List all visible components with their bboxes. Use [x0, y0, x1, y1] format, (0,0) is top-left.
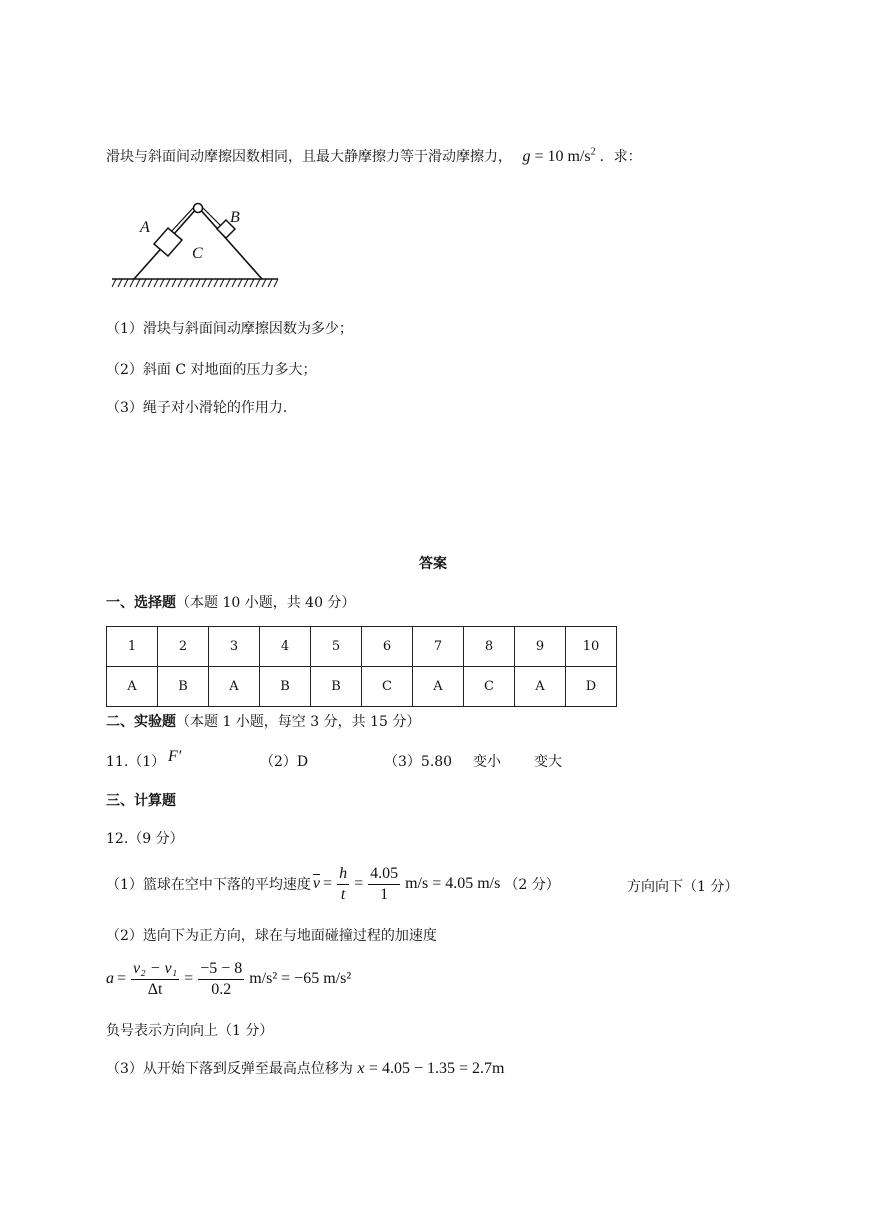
answer-choice: B	[260, 667, 311, 707]
velocity-result: m/s = 4.05 m/s	[405, 875, 501, 892]
section2-note: （本题 1 小题，每空 3 分，共 15 分）	[176, 714, 421, 730]
frac-numerator: −5 − 8	[198, 959, 244, 980]
question-3: （3）绳子对小滑轮的作用力．	[106, 400, 297, 416]
answer-number: 10	[566, 627, 617, 667]
displacement-formula: = 4.05 − 1.35 = 2.7m	[368, 1060, 505, 1077]
q12-accel-formula	[106, 955, 351, 1003]
intro-line	[106, 146, 642, 166]
accel-result: m/s² = −65 m/s²	[249, 970, 352, 987]
incline-c	[134, 207, 262, 279]
equals-2: =	[354, 875, 364, 892]
label-c: C	[192, 245, 203, 262]
fraction-value	[368, 864, 400, 905]
q12-header: 12.（9 分）	[106, 831, 184, 847]
intro-text: 滑块与斜面间动摩擦因数相同，且最大静摩擦力等于滑动摩擦力，	[106, 149, 512, 165]
accel-symbol: a	[106, 970, 114, 987]
frac-numerator: 4.05	[368, 864, 400, 885]
frac-numerator: h	[337, 864, 349, 885]
section2-heading: 二、实验题	[106, 714, 176, 730]
section1-line	[106, 592, 355, 612]
q12-line1	[106, 860, 560, 908]
answer-number: 6	[362, 627, 413, 667]
answer-table	[106, 626, 617, 707]
frac-numerator: v₂ − v₁	[131, 959, 179, 980]
answer-choice: A	[209, 667, 260, 707]
answer-choice: A	[413, 667, 464, 707]
q11-part3: （3）5.80	[384, 754, 453, 770]
g-symbol: g	[522, 148, 531, 165]
equals-3: =	[117, 970, 127, 987]
pulley	[194, 204, 203, 213]
label-b: B	[230, 209, 240, 226]
label-a: A	[140, 219, 150, 236]
answer-table-answer-row	[107, 667, 617, 707]
fraction-h-over-t	[337, 864, 349, 905]
answer-choice: C	[464, 667, 515, 707]
q12-line4-prefix: （3）从开始下落到反弹至最高点位移为	[106, 1061, 353, 1077]
frac-denominator: 0.2	[211, 980, 232, 998]
rope-left	[170, 207, 194, 233]
section1-note: （本题 10 小题，共 40 分）	[176, 595, 356, 611]
intro-tail: ．求：	[599, 149, 642, 165]
ground-hatch	[112, 279, 278, 287]
q11-f-prime: F′	[168, 748, 182, 765]
answer-number: 9	[515, 627, 566, 667]
answer-number: 7	[413, 627, 464, 667]
q12-line1-prefix: （1）篮球在空中下落的平均速度	[106, 877, 311, 893]
answer-number: 4	[260, 627, 311, 667]
q12-line2: （2）选向下为正方向，球在与地面碰撞过程的加速度	[106, 928, 437, 944]
question-2: （2）斜面 C 对地面的压力多大；	[106, 362, 317, 378]
answer-choice: B	[158, 667, 209, 707]
rope-right	[202, 207, 222, 227]
equals-1: =	[323, 875, 333, 892]
answer-choice: D	[566, 667, 617, 707]
frac-denominator: 1	[380, 885, 389, 903]
incline-figure	[106, 195, 282, 291]
equals-4: =	[184, 970, 194, 987]
frac-denominator: Δt	[147, 980, 163, 998]
answer-title: 答案	[419, 556, 447, 572]
answer-table-number-row	[107, 627, 617, 667]
question-1: （1）滑块与斜面间动摩擦因数为多少；	[106, 321, 353, 337]
section1-heading: 一、选择题	[106, 595, 176, 611]
line1-score: （2 分）	[504, 877, 560, 893]
fraction-accel-value	[198, 959, 244, 1000]
frac-denominator: t	[340, 885, 346, 903]
answer-number: 2	[158, 627, 209, 667]
intro-formula	[522, 148, 599, 165]
section3-heading: 三、计算题	[106, 793, 176, 809]
v-bar: $\overline{v}$	[312, 875, 321, 892]
answer-number: 3	[209, 627, 260, 667]
answer-number: 8	[464, 627, 515, 667]
fraction-dv-dt	[131, 959, 179, 1000]
q12-line1-direction: 方向向下（1 分）	[627, 879, 739, 895]
answer-choice: C	[362, 667, 413, 707]
g-value: = 10 m/s	[534, 148, 591, 165]
answer-number: 5	[311, 627, 362, 667]
answer-choice: A	[107, 667, 158, 707]
answer-choice: B	[311, 667, 362, 707]
g-exponent: 2	[590, 146, 596, 158]
answer-number: 1	[107, 627, 158, 667]
q12-line3: 负号表示方向向上（1 分）	[106, 1023, 274, 1039]
displacement-x: x	[357, 1060, 365, 1077]
q11-word2: 变大	[534, 754, 562, 770]
section2-line	[106, 711, 420, 731]
q11-part2: （2）D	[260, 754, 309, 770]
q12-line4	[106, 1058, 504, 1078]
q11-word1: 变小	[473, 754, 501, 770]
answer-choice: A	[515, 667, 566, 707]
q11-prefix: 11.（1）	[106, 754, 166, 770]
